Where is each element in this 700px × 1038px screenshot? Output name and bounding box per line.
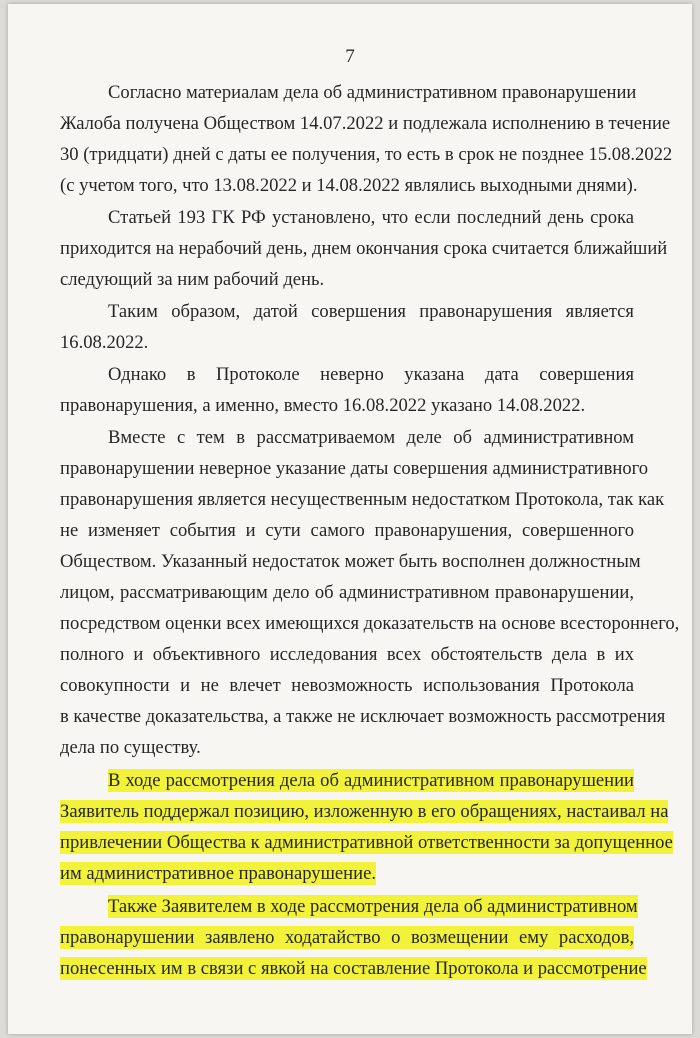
text-line: Однако в Протоколе неверно указана дата совершения	[108, 364, 634, 385]
text-line: 16.08.2022.	[60, 332, 149, 353]
page-number: 7	[345, 46, 355, 67]
text-line: приходится на нерабочий день, днем окончания срока считается ближайший	[60, 238, 668, 259]
text-line: Жалоба получена Обществом 14.07.2022 и подлежала исполнению в течение	[60, 113, 671, 134]
highlighted-text-line: понесенных им в связи с явкой на составление Протокола и рассмотрение	[60, 958, 647, 979]
highlighted-text-line: В ходе рассмотрения дела об административном правонарушении	[108, 770, 634, 791]
text-line: не изменяет события и сути самого правонарушения, совершенного	[60, 520, 634, 541]
text-line: посредством оценки всех имеющихся доказательств на основе всестороннего,	[60, 613, 680, 634]
highlighted-text-line: привлечении Общества к административной ответственности за допущенное	[60, 832, 673, 853]
text-line: 30 (тридцати) дней с даты ее получения, то есть в срок не позднее 15.08.2022	[60, 144, 673, 165]
highlighted-text-line: Также Заявителем в ходе рассмотрения дела об административном	[108, 896, 638, 917]
text-line: полного и объективного исследования всех обстоятельств дела в их	[60, 644, 634, 665]
text-line: Таким образом, датой совершения правонарушения является	[108, 301, 634, 322]
text-line: правонарушении неверное указание даты совершения административного	[60, 458, 649, 479]
highlighted-text-line: правонарушении заявлено ходатайство о возмещении ему расходов,	[60, 927, 634, 948]
text-line: правонарушения, а именно, вместо 16.08.2022 указано 14.08.2022.	[60, 395, 586, 416]
text-line: правонарушения является несущественным недостатком Протокола, так как	[60, 489, 665, 510]
document-page	[8, 4, 692, 1034]
text-line: в качестве доказательства, а также не исключает возможность рассмотрения	[60, 706, 666, 727]
text-line: Согласно материалам дела об административном правонарушении	[108, 82, 637, 103]
text-line: лицом, рассматривающим дело об административном правонарушении,	[60, 582, 634, 603]
text-line: Вместе с тем в рассматриваемом деле об административном	[108, 427, 634, 448]
text-line: Обществом. Указанный недостаток может быть восполнен должностным	[60, 551, 641, 572]
highlighted-text-line: им административное правонарушение.	[60, 863, 376, 884]
text-line: совокупности и не влечет невозможность использования Протокола	[60, 675, 634, 696]
text-line: Статьей 193 ГК РФ установлено, что если последний день срока	[108, 207, 634, 228]
text-line: дела по существу.	[60, 737, 201, 758]
highlighted-text-line: Заявитель поддержал позицию, изложенную в его обращениях, настаивал на	[60, 801, 669, 822]
text-line: следующий за ним рабочий день.	[60, 269, 325, 290]
text-line: (с учетом того, что 13.08.2022 и 14.08.2022 являлись выходными днями).	[60, 175, 638, 196]
